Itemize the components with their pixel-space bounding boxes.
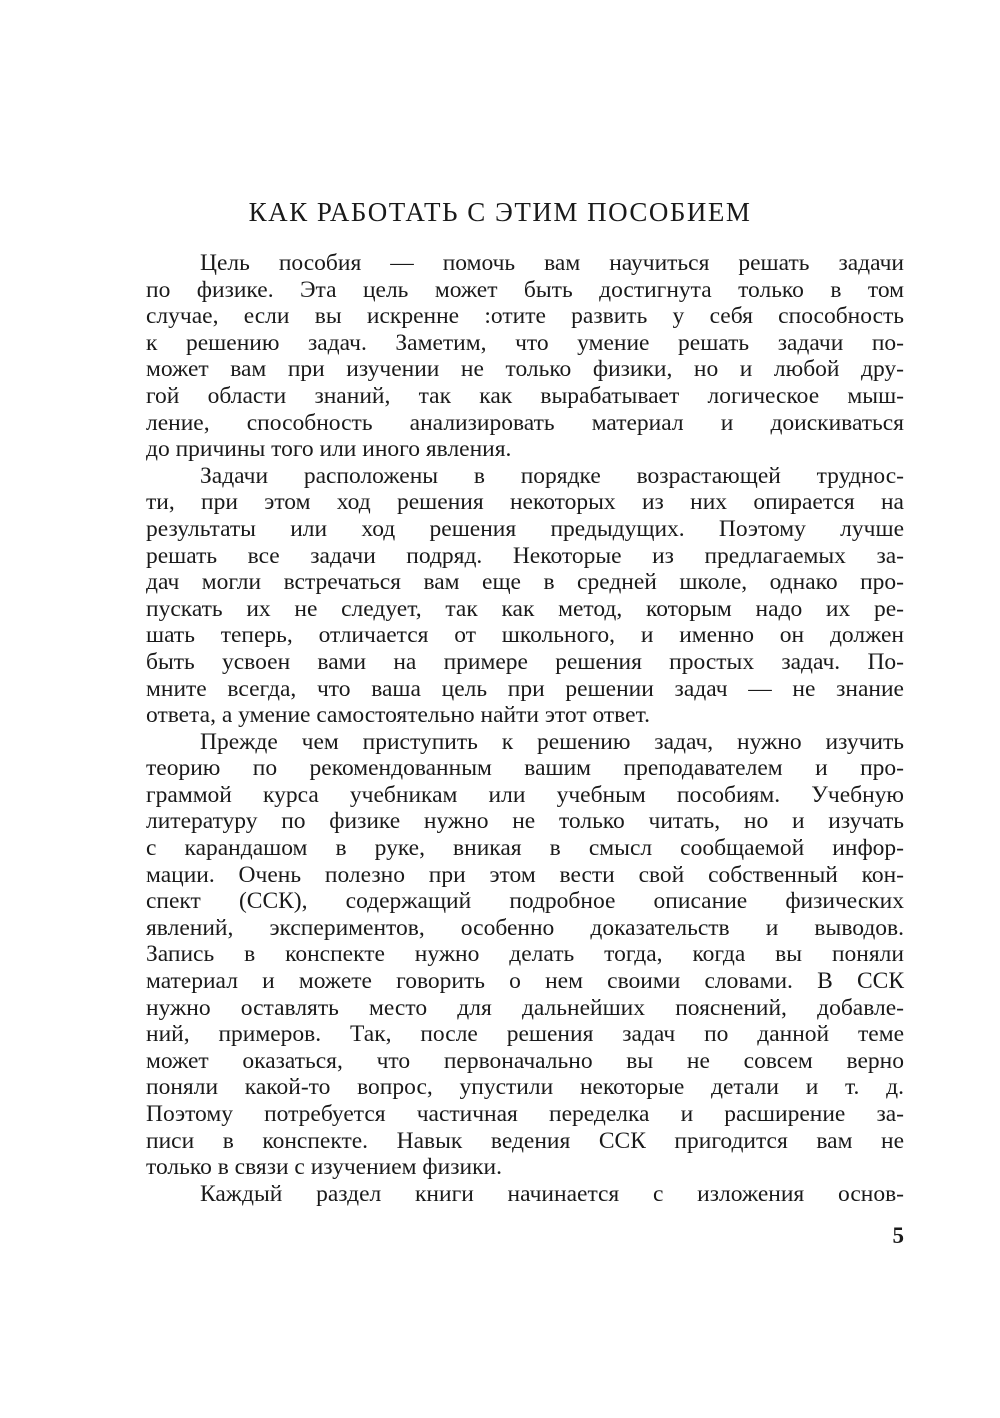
text-line: мните всегда, что ваша цель при решении задач — не знание bbox=[146, 675, 904, 702]
text-line: теорию по рекомендованным вашим преподавателем и про- bbox=[146, 755, 904, 782]
text-line: ти, при этом ход решения некоторых из них опирается на bbox=[146, 489, 904, 516]
text-line: гой области знаний, так как вырабатывает логическое мыш- bbox=[146, 382, 904, 409]
text-line: решать все задачи подряд. Некоторые из предлагаемых за- bbox=[146, 542, 904, 569]
text-line: шать теперь, отличается от школьного, и именно он должен bbox=[146, 622, 904, 649]
text-line: по физике. Эта цель может быть достигнута только в том bbox=[146, 276, 904, 303]
text-line: граммой курса учебникам или учебным пособиям. Учебную bbox=[146, 781, 904, 808]
text-line: только в связи с изучением физики. bbox=[146, 1154, 502, 1181]
text-line: быть усвоен вами на примере решения простых задач. По- bbox=[146, 648, 904, 675]
text-line: может оказаться, что первоначально вы не совсем верно bbox=[146, 1047, 904, 1074]
text-line: ний, примеров. Так, после решения задач по данной теме bbox=[146, 1021, 904, 1048]
text-line: до причины того или иного явления. bbox=[146, 436, 512, 463]
text-line: ответа, а умение самостоятельно найти этот ответ. bbox=[146, 702, 650, 729]
text-line: ление, способность анализировать материал и доискиваться bbox=[146, 409, 904, 436]
body-text bbox=[146, 250, 904, 1207]
page-number: 5 bbox=[892, 1223, 904, 1248]
text-line: Запись в конспекте нужно делать тогда, когда вы поняли bbox=[146, 941, 904, 968]
text-line: с карандашом в руке, вникая в смысл сообщаемой инфор- bbox=[146, 835, 904, 862]
text-line: может вам при изучении не только физики, но и любой дру- bbox=[146, 356, 904, 383]
text-line: Задачи расположены в порядке возрастающей труднос- bbox=[200, 462, 904, 489]
text-line: результаты или ход решения предыдущих. Поэтому лучше bbox=[146, 515, 904, 542]
text-line: явлений, экспериментов, особенно доказательств и выводов. bbox=[146, 914, 904, 941]
text-line: литературу по физике нужно не только читать, но и изучать bbox=[146, 808, 904, 835]
text-line: к решению задач. Заметим, что умение решать задачи по- bbox=[146, 329, 904, 356]
text-line: мации. Очень полезно при этом вести свой собственный кон- bbox=[146, 861, 904, 888]
text-line: пускать их не следует, так как метод, которым надо их ре- bbox=[146, 595, 904, 622]
text-line: дач могли встречаться вам еще в средней школе, однако про- bbox=[146, 569, 904, 596]
text-line: поняли какой-то вопрос, упустили некоторые детали и т. д. bbox=[146, 1074, 904, 1101]
text-line: нужно оставлять место для дальнейших пояснений, добавле- bbox=[146, 994, 904, 1021]
text-line: Поэтому потребуется частичная переделка и расширение за- bbox=[146, 1101, 904, 1127]
text-line: случае, если вы искренне :отите развить у себя способность bbox=[146, 303, 904, 330]
text-line: Цель пособия — помочь вам научиться решать задачи bbox=[200, 250, 904, 276]
text-line: спект (ССК), содержащий подробное описание физических bbox=[146, 888, 904, 915]
page-title: КАК РАБОТАТЬ С ЭТИМ ПОСОБИЕМ bbox=[248, 197, 752, 227]
text-line: писи в конспекте. Навык ведения ССК пригодится вам не bbox=[146, 1127, 904, 1154]
text-line: Каждый раздел книги начинается с изложения основ- bbox=[200, 1180, 904, 1207]
text-line: Прежде чем приступить к решению задач, нужно изучить bbox=[200, 728, 904, 755]
text-line: материал и можете говорить о нем своими словами. В ССК bbox=[146, 968, 904, 995]
